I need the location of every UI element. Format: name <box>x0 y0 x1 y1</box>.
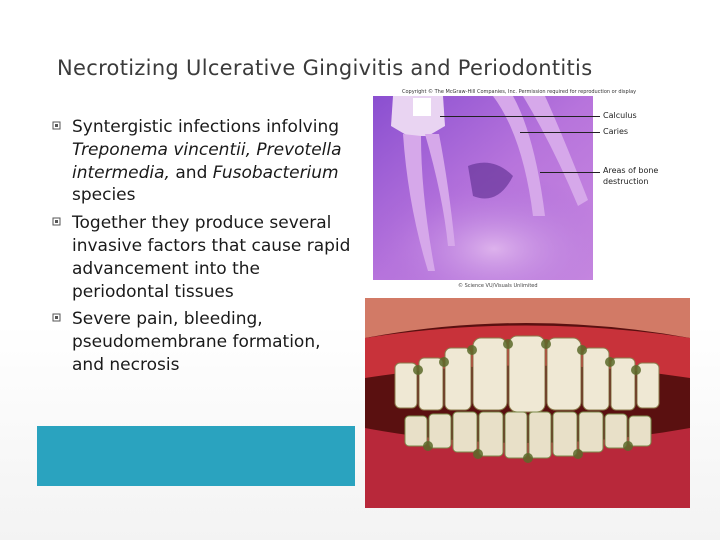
accent-box <box>37 426 355 486</box>
square-bullet-icon <box>52 120 62 132</box>
label-bone-destruction-line2: destruction <box>603 177 649 186</box>
square-bullet-icon <box>52 216 62 228</box>
xray-copyright: Copyright © The McGraw-Hill Companies, Inc. Permission required for reproduction or display <box>402 89 637 95</box>
caries-leader-line <box>520 132 600 133</box>
bullet-item <box>52 116 357 207</box>
bullet-list <box>52 116 357 382</box>
label-bone-destruction-line1: Areas of bone <box>603 166 659 175</box>
square-bullet-icon <box>52 312 62 324</box>
label-caries: Caries <box>603 127 629 136</box>
bullet-text: Severe pain, bleeding, pseudomembrane formation, and necrosis <box>72 309 321 375</box>
bullet-item <box>52 212 357 303</box>
label-calculus: Calculus <box>603 111 637 120</box>
bone-leader-line <box>540 172 600 173</box>
bullet-item <box>52 308 357 376</box>
calculus-leader-line <box>440 116 600 117</box>
bullet-text: Syntergistic infections infolving Treponema vincentii, Prevotella intermedia, and Fusobacterium species <box>72 117 342 206</box>
gingivitis-photo <box>365 298 690 508</box>
xray-credit: © Science VU/Visuals Unlimited <box>458 283 538 289</box>
bullet-text: Together they produce several invasive factors that cause rapid advancement into the periodontal tissues <box>72 213 351 302</box>
dental-xray-image <box>373 96 593 280</box>
slide-title: Necrotizing Ulcerative Gingivitis and Periodontitis <box>57 56 593 80</box>
